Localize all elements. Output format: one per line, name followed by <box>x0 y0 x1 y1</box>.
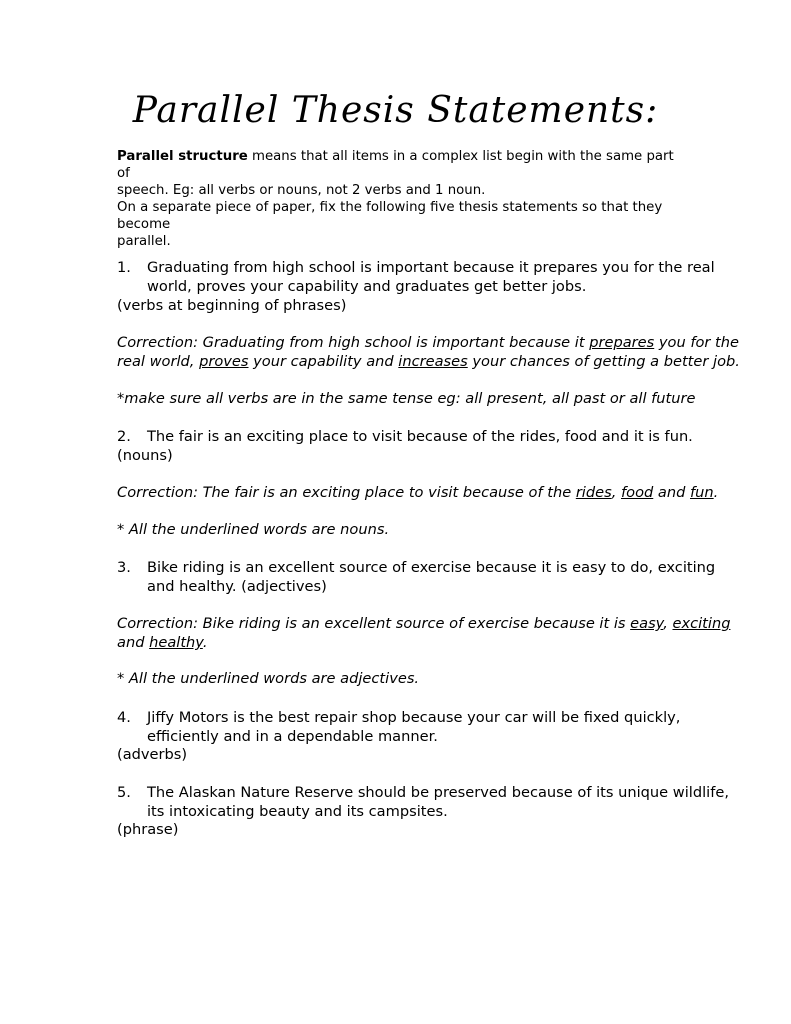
definition-text-continued: speech. Eg: all verbs or nouns, not 2 verbs and 1 noun. <box>117 183 486 198</box>
item-1-statement-continued: world, proves your capability and graduates get better jobs. <box>147 278 587 295</box>
correction-text: you for the <box>654 334 739 351</box>
item-3-correction <box>117 614 731 633</box>
underlined-word: proves <box>199 353 249 370</box>
item-1-hint: (verbs at beginning of phrases) <box>117 297 347 314</box>
item-2-correction <box>117 483 719 502</box>
correction-text: Correction: Graduating from high school is important because it <box>117 334 590 351</box>
item-1-correction-continued <box>117 352 740 371</box>
correction-text: , <box>611 484 621 501</box>
item-3-note: * All the underlined words are adjectives. <box>117 670 420 687</box>
underlined-word: easy <box>630 615 664 632</box>
item-2-statement: The fair is an exciting place to visit because of the rides, food and it is fun. <box>147 428 693 445</box>
correction-text: , <box>663 615 673 632</box>
item-3-statement: Bike riding is an excellent source of exercise because it is easy to do, exciting <box>147 559 716 576</box>
underlined-word: exciting <box>672 615 731 632</box>
correction-text: real world, <box>117 353 200 370</box>
item-1-correction <box>117 333 739 352</box>
underlined-word: prepares <box>589 334 655 351</box>
correction-text: your capability and <box>248 353 399 370</box>
item-5-statement: The Alaskan Nature Reserve should be preserved because of its unique wildlife, <box>147 784 729 801</box>
item-4-statement-continued: efficiently and in a dependable manner. <box>147 728 438 745</box>
underlined-word: healthy <box>149 634 203 651</box>
page-title: Parallel Thesis Statements: <box>132 90 659 131</box>
correction-text: and <box>653 484 690 501</box>
underlined-word: rides <box>575 484 612 501</box>
item-3-number: 3. <box>117 559 131 576</box>
underlined-word: food <box>621 484 654 501</box>
item-1-number: 1. <box>117 259 131 276</box>
item-2-number: 2. <box>117 428 131 445</box>
item-3-correction-continued <box>117 633 707 652</box>
instruction-text: On a separate piece of paper, fix the following five thesis statements so that they become <box>117 200 663 232</box>
item-1-note: *make sure all verbs are in the same tense eg: all present, all past or all future <box>117 390 696 407</box>
item-5-statement-continued: its intoxicating beauty and its campsites. <box>147 803 448 820</box>
correction-text: . <box>202 634 208 651</box>
underlined-word: increases <box>398 353 468 370</box>
definition-term: Parallel structure <box>117 149 248 164</box>
definition-paragraph <box>117 148 677 199</box>
item-1-statement: Graduating from high school is important because it prepares you for the real <box>147 259 715 276</box>
item-4-hint: (adverbs) <box>117 746 188 763</box>
correction-text: your chances of getting a better job. <box>467 353 740 370</box>
correction-text: . <box>713 484 719 501</box>
correction-text: Correction: The fair is an exciting place to visit because of the <box>117 484 576 501</box>
item-3-statement-continued: and healthy. (adjectives) <box>147 578 327 595</box>
definition-text: means that all items in a complex list begin with the same part of <box>117 149 674 181</box>
item-2-hint: (nouns) <box>117 447 173 464</box>
correction-text: and <box>117 634 150 651</box>
instruction-paragraph <box>117 199 677 250</box>
instruction-text-continued: parallel. <box>117 234 171 249</box>
item-4-statement: Jiffy Motors is the best repair shop because your car will be fixed quickly, <box>147 709 681 726</box>
item-5-number: 5. <box>117 784 131 801</box>
item-5-hint: (phrase) <box>117 821 179 838</box>
item-4-number: 4. <box>117 709 131 726</box>
item-2-note: * All the underlined words are nouns. <box>117 521 390 538</box>
underlined-word: fun <box>690 484 714 501</box>
correction-text: Correction: Bike riding is an excellent source of exercise because it is <box>117 615 631 632</box>
